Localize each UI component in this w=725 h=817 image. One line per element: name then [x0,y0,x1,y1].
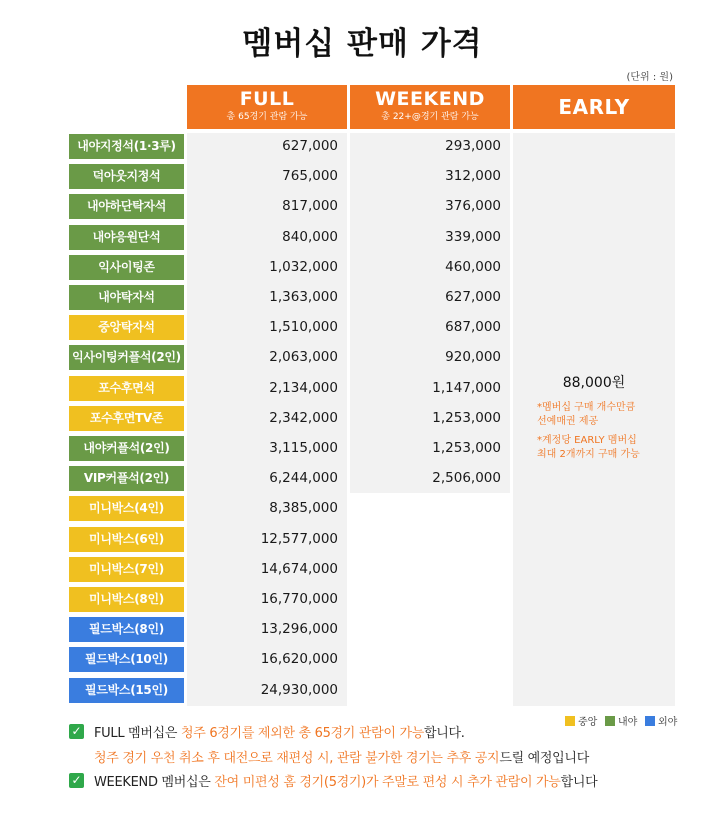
full-price: 3,115,000 [269,440,338,456]
note-text: 합니다. [424,726,465,741]
unit-note: (단위 : 원) [626,72,673,83]
weekend-price: 1,253,000 [432,409,501,426]
full-price: 840,000 [282,228,338,245]
full-price: 13,296,000 [260,621,338,638]
note-text: 드릴 예정입니다 [499,751,589,766]
full-price: 765,000 [282,168,338,185]
row-label: 미니박스(8인) [69,587,184,612]
legend-label: 내야 [618,717,638,728]
row-label: 중앙탁자석 [69,315,184,340]
weekend-price [350,617,501,642]
legend-label: 외야 [658,717,678,728]
weekend-price [350,587,501,612]
row-label: 필드박스(15인) [69,678,184,703]
row-label: 익사이팅커플석(2인) [69,345,184,370]
row-label: 내야하단탁자석 [69,194,184,219]
weekend-price: 293,000 [445,138,501,154]
legend-item-infield [605,713,637,728]
page-title: 멤버십 판매 가격 [242,26,483,62]
full-price: 12,577,000 [260,530,338,547]
header-early-label: EARLY [558,95,630,119]
full-price: 2,063,000 [269,349,338,366]
row-label: 미니박스(7인) [69,557,184,582]
row-label: 필드박스(8인) [69,617,184,642]
full-price: 6,244,000 [269,470,338,487]
weekend-price [350,496,501,521]
full-price: 8,385,000 [269,500,338,517]
header-full-sub: 총 65경기 관람 가능 [226,112,308,122]
row-label: 내야지정석(1·3루) [69,134,184,159]
weekend-price: 1,147,000 [432,379,501,396]
weekend-price: 687,000 [445,319,501,336]
full-price: 24,930,000 [260,681,338,698]
weekend-price: 376,000 [445,198,501,215]
legend-item-outfield [645,713,677,728]
row-label: 내야응원단석 [69,225,184,250]
early-note-2: *계정당 EARLY 멤버십 최대 2개까지 구매 가능 [537,435,640,460]
row-label: VIP커플석(2인) [69,466,184,491]
weekend-price [350,678,501,703]
row-label: 포수후면석 [69,376,184,401]
weekend-price [350,557,501,582]
note-text: FULL 멤버십은 [94,726,181,741]
full-price: 817,000 [282,198,338,215]
weekend-price: 1,253,000 [432,440,501,456]
weekend-price: 339,000 [445,228,501,245]
full-price: 16,770,000 [260,591,338,607]
early-price: 88,000원 [562,375,626,391]
row-label: 덕아웃지정석 [69,164,184,189]
weekend-price: 920,000 [445,349,501,366]
footnote-full [94,722,465,741]
row-label: 내야탁자석 [69,285,184,310]
weekend-price: 312,000 [445,168,501,185]
full-price: 16,620,000 [260,651,338,668]
legend-swatch [645,716,655,726]
weekend-price [350,647,501,672]
footnote-full-continuation [94,747,589,766]
row-label: 미니박스(6인) [69,527,184,552]
weekend-price: 460,000 [445,258,501,275]
weekend-price: 627,000 [445,289,501,305]
header-weekend-sub: 총 22+@경기 관람 가능 [381,112,479,122]
highlight-text: 잔여 미편성 홈 경기(5경기)가 주말로 편성 시 추가 관람이 가능 [214,775,561,790]
full-price: 2,342,000 [269,409,338,426]
row-label: 포수후면TV존 [69,406,184,431]
weekend-price [350,527,501,552]
row-label: 익사이팅존 [69,255,184,280]
legend-swatch [605,716,615,726]
row-label: 미니박스(4인) [69,496,184,521]
row-label: 내야커플석(2인) [69,436,184,461]
full-price: 2,134,000 [269,379,338,396]
header-weekend [350,85,510,129]
header-early [513,85,675,129]
header-full-label: FULL [239,88,295,110]
check-icon: ✓ [69,724,84,739]
full-price: 1,510,000 [269,319,338,336]
note-text: WEEKEND 멤버십은 [94,775,215,790]
early-note-1: *멤버십 구매 개수만큼 선예매권 제공 [537,402,636,427]
header-weekend-label: WEEKEND [375,88,485,110]
weekend-price: 2,506,000 [432,470,501,487]
highlight-text: 청주 경기 우천 취소 후 대전으로 재편성 시, 관람 불가한 경기는 추후 공지 [94,751,500,766]
full-price: 14,674,000 [260,560,338,577]
legend-item-center [565,713,597,728]
full-price: 627,000 [282,138,338,154]
full-price: 1,032,000 [269,258,338,275]
row-label: 필드박스(10인) [69,647,184,672]
footnote-weekend [94,771,597,790]
check-icon: ✓ [69,773,84,788]
legend-label: 중앙 [578,717,598,728]
highlight-text: 청주 6경기를 제외한 총 65경기 관람이 가능 [180,726,425,741]
legend-swatch [565,716,575,726]
header-full [187,85,347,129]
note-text: 합니다 [560,775,598,790]
full-price: 1,363,000 [269,289,338,305]
